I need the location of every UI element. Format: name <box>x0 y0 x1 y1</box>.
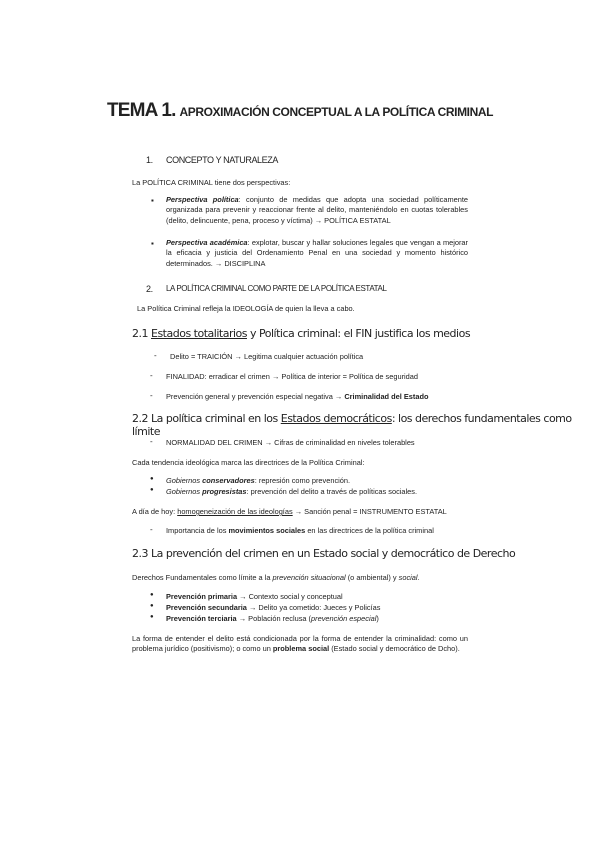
list-item-text: Prevención general y prevención especial negativa → <box>166 392 345 401</box>
today-pre: A día de hoy: <box>132 507 178 516</box>
prevention-text: → Delito ya cometido: Jueces y Policías <box>246 603 381 612</box>
dash-marker: - <box>154 351 157 360</box>
prevention-item <box>166 592 343 602</box>
today-underlined: homogeneización de las ideologías <box>177 507 293 516</box>
section-2-2-heading <box>132 412 600 438</box>
today-text <box>132 507 447 517</box>
closing-paragraph <box>132 634 468 655</box>
section-2-1-underlined: Estados totalitarios <box>151 327 247 340</box>
section-2-1-heading <box>132 327 470 340</box>
document-title <box>0 100 600 122</box>
section-2-3-text <box>132 573 420 583</box>
prevention-term: Prevención primaria <box>166 592 238 601</box>
bullet-dot: ● <box>150 592 154 598</box>
section-2-1-rest: y Política criminal: el FIN justifica los medios <box>246 327 471 340</box>
perspective-academica <box>166 238 468 269</box>
section-2-2-rest: : los derechos fundamentales como límite <box>132 412 572 438</box>
s23-pre: Derechos Fundamentales como límite a la <box>132 573 273 582</box>
s23-mid: (o ambiental) y <box>345 573 399 582</box>
government-pre: Gobiernos <box>166 487 203 496</box>
perspective-text: : conjunto de medidas que adopta una sociedad políticamente organizada para prevenir y reaccionar frente al delito, manteniéndolo en cuotas tolerables (delito, delincuente, pena, proceso y víctima) → POLÍTICA ESTATAL <box>166 195 469 225</box>
prevention-text: → Contexto social y conceptual <box>237 592 343 601</box>
bullet-square: ▪ <box>151 196 154 205</box>
prevention-text: → Población reclusa ( <box>236 614 312 623</box>
section-2-2-underlined: Estados democráticos <box>280 412 392 425</box>
bullet-dot: ● <box>150 603 154 609</box>
dash-marker: - <box>150 371 153 380</box>
section-2-3-heading: 2.3 La prevención del crimen en un Estado social y democrático de Derecho <box>132 547 516 560</box>
bullet-square: ▪ <box>151 239 154 248</box>
s23-post: . <box>417 573 420 582</box>
list-item: NORMALIDAD DEL CRIMEN → Cifras de criminalidad en niveles tolerables <box>166 438 415 447</box>
section-2-2-pre: 2.2 La política criminal en los <box>132 412 281 425</box>
government-post: : prevención del delito a través de políticas sociales. <box>246 487 418 496</box>
government-item <box>166 476 350 486</box>
government-bold: progresistas <box>202 487 247 496</box>
title-sub: APROXIMACIÓN CONCEPTUAL A LA POLÍTICA CRIMINAL <box>179 105 494 119</box>
s23-italic-2: social <box>398 573 418 582</box>
government-bold: conservadores <box>202 476 255 485</box>
list-item: FINALIDAD: erradicar el crimen → Política de interior = Política de seguridad <box>166 372 419 381</box>
prevention-italic: prevención especial <box>311 614 377 623</box>
perspective-term: Perspectiva académica <box>166 238 248 247</box>
title-main: TEMA 1. <box>106 100 176 121</box>
section-2-text: La Política Criminal refleja la IDEOLOGÍA de quien la lleva a cabo. <box>137 304 355 313</box>
list-item: Delito = TRAICIÓN → Legitima cualquier actuación política <box>170 352 364 361</box>
prevention-end: ) <box>376 614 379 623</box>
section-2-1-number: 2.1 <box>132 327 148 340</box>
list-item <box>166 526 434 536</box>
closing-b: (Estado social y democrático de Dcho). <box>329 644 460 654</box>
prevention-term: Prevención secundaria <box>166 603 247 612</box>
perspective-text: : explotar, buscar y hallar soluciones legales que vengan a mejorar la eficacia y justicia del Ordenamiento Penal en una sociedad y momento histórico determinados. → DISCIPLINA <box>166 238 468 268</box>
perspective-politica <box>166 195 468 226</box>
government-pre: Gobiernos <box>166 476 203 485</box>
government-item <box>166 487 417 497</box>
list-item-pre: Importancia de los <box>166 526 229 535</box>
prevention-item <box>166 614 379 624</box>
list-item <box>166 392 429 402</box>
section-1-number: 1. <box>146 155 153 165</box>
bullet-dot: ● <box>150 476 154 482</box>
closing-a: La forma de entender el delito está condicionada por la forma de entender la criminalidad: como un problema jurídico (positivismo); o como un <box>132 634 468 654</box>
list-item-post: en las directrices de la política criminal <box>305 526 434 535</box>
section-1-heading: CONCEPTO Y NATURALEZA <box>166 155 278 165</box>
bullet-dot: ● <box>150 487 154 493</box>
section-2-heading: LA POLÍTICA CRIMINAL COMO PARTE DE LA POLÍTICA ESTATAL <box>166 284 387 293</box>
dash-marker: - <box>150 391 153 400</box>
closing-bold: problema social <box>272 644 330 654</box>
today-post: → Sanción penal = INSTRUMENTO ESTATAL <box>292 507 447 516</box>
prevention-term: Prevención terciaria <box>166 614 237 623</box>
dash-marker: - <box>150 437 153 446</box>
section-2-number: 2. <box>146 284 153 294</box>
intro-text: La POLÍTICA CRIMINAL tiene dos perspectivas: <box>132 178 291 187</box>
section-2-2-text: Cada tendencia ideológica marca las directrices de la Política Criminal: <box>132 458 365 467</box>
bullet-dot: ● <box>150 614 154 620</box>
perspective-term: Perspectiva política <box>166 195 239 204</box>
dash-marker: - <box>150 525 153 534</box>
list-item-bold: movimientos sociales <box>228 526 306 535</box>
list-item-bold: Criminalidad del Estado <box>344 392 429 401</box>
s23-italic-1: prevención situacional <box>272 573 346 582</box>
government-post: : represión como prevención. <box>254 476 351 485</box>
prevention-item <box>166 603 380 613</box>
